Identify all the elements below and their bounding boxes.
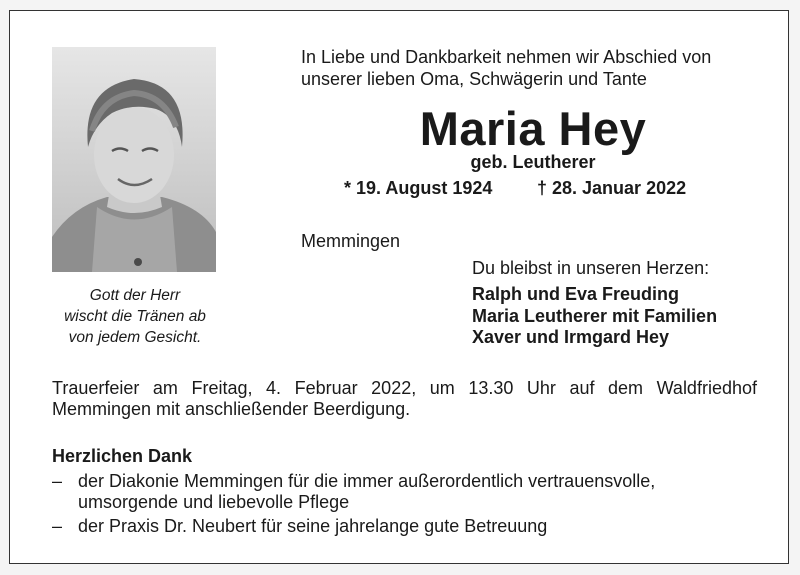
thanks-list — [52, 471, 757, 540]
thanks-text: der Praxis Dr. Neubert für seine jahrelange gute Betreuung — [78, 516, 548, 536]
mourner-entry: Ralph und Eva Freuding — [472, 284, 680, 304]
thanks-item — [52, 471, 757, 513]
mourner-entry: Xaver und Irmgard Hey — [472, 327, 670, 347]
obituary-card — [9, 10, 789, 564]
list-dash: – — [52, 516, 63, 536]
birth-date: * 19. August 1924 — [344, 178, 493, 198]
death-date: † 28. Januar 2022 — [537, 178, 687, 198]
list-dash: – — [52, 471, 63, 491]
deceased-name: Maria Hey — [419, 102, 647, 155]
place-name: Memmingen — [301, 231, 401, 251]
quote-line: wischt die Tränen ab — [64, 308, 206, 325]
quote-line: von jedem Gesicht. — [68, 329, 202, 346]
mourners-list — [472, 284, 717, 349]
portrait-photo — [52, 47, 216, 272]
funeral-service-info: Trauerfeier am Freitag, 4. Februar 2022, um 13.30 Uhr auf dem Waldfriedhof Memmingen mit anschließender Beerdigung. — [52, 378, 757, 419]
thanks-heading: Herzlichen Dank — [52, 446, 193, 466]
maiden-name: geb. Leutherer — [470, 152, 596, 172]
quote-line: Gott der Herr — [89, 287, 181, 304]
mourner-entry: Maria Leutherer mit Familien — [472, 305, 718, 326]
portrait-image — [52, 47, 216, 272]
bible-quote — [40, 285, 230, 348]
remembrance-line: Du bleibst in unseren Herzen: — [472, 258, 710, 278]
thanks-text: der Diakonie Memmingen für die immer außerordentlich vertrauensvolle, umsorgende und liebevolle Pflege — [78, 471, 656, 512]
intro-line: In Liebe und Dankbarkeit nehmen wir Abschied von — [301, 47, 712, 67]
intro-line: unserer lieben Oma, Schwägerin und Tante — [301, 69, 647, 89]
thanks-item — [52, 516, 757, 537]
intro-text — [301, 46, 771, 90]
